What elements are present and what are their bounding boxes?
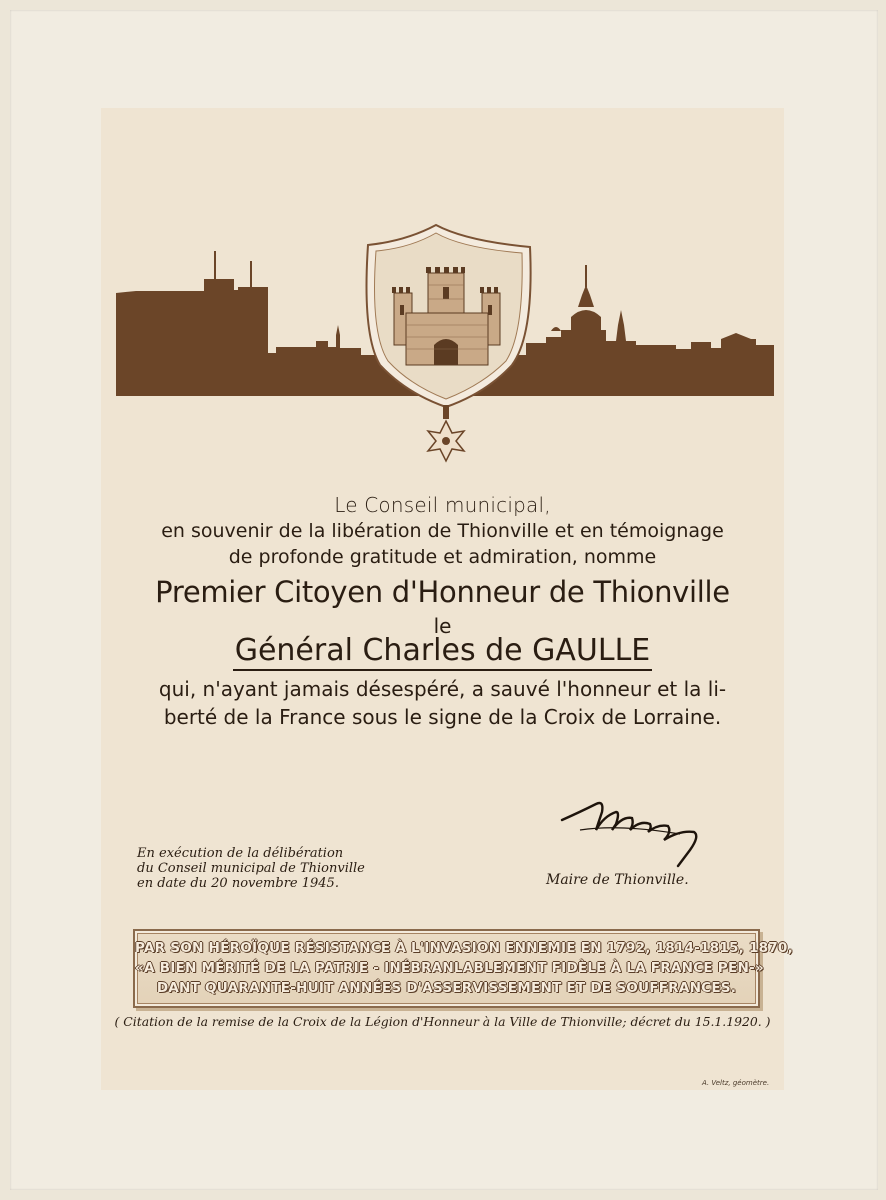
surveyor-credit: A. Veltz, géomètre. [702, 1079, 770, 1087]
execution-line: du Conseil municipal de Thionville [137, 861, 365, 876]
tribute-line-2: berté de la France sous le signe de la Croix de Lorraine. [163, 705, 722, 729]
gratitude-line: de profonde gratitude et admiration, nomme [228, 546, 657, 568]
mayor-signature [560, 790, 730, 870]
honorary-title: Premier Citoyen d'Honneur de Thionville [155, 575, 730, 609]
article-le: le [433, 614, 452, 638]
tribute-line-1: qui, n'ayant jamais désespéré, a sauvé l'honneur et la li- [158, 677, 727, 701]
honoree-name-row [101, 633, 784, 668]
execution-line: en date du 20 novembre 1945. [137, 876, 339, 891]
citation-note: ( Citation de la remise de la Croix de la Légion d'Honneur à la Ville de Thionville; décret du 15.1.1920. ) [114, 1014, 771, 1029]
city-skyline-illustration [116, 215, 774, 475]
mayor-title: Maire de Thionville. [546, 872, 689, 888]
execution-note [137, 846, 417, 891]
plaque-line: «A BIEN MÉRITÉ DE LA PATRIE - INÉBRANLABLEMENT FIDÈLE À LA FRANCE PEN-» [135, 960, 764, 976]
legion-of-honour-cross [428, 405, 464, 461]
citation-plaque [133, 929, 793, 1008]
remembrance-line: en souvenir de la libération de Thionville et en témoignage [161, 520, 724, 542]
council-line: Le Conseil municipal, [334, 493, 551, 517]
plaque-line: DANT QUARANTE-HUIT ANNÉES D'ASSERVISSEMENT ET DE SOUFFRANCES. [156, 980, 737, 996]
plaque-line: PAR SON HÉROÏQUE RÉSISTANCE À L'INVASION ENNEMIE EN 1792, 1814-1815, 1870, [135, 940, 793, 956]
honoree-name: Général Charles de GAULLE [233, 633, 653, 671]
execution-line: En exécution de la délibération [137, 846, 344, 861]
